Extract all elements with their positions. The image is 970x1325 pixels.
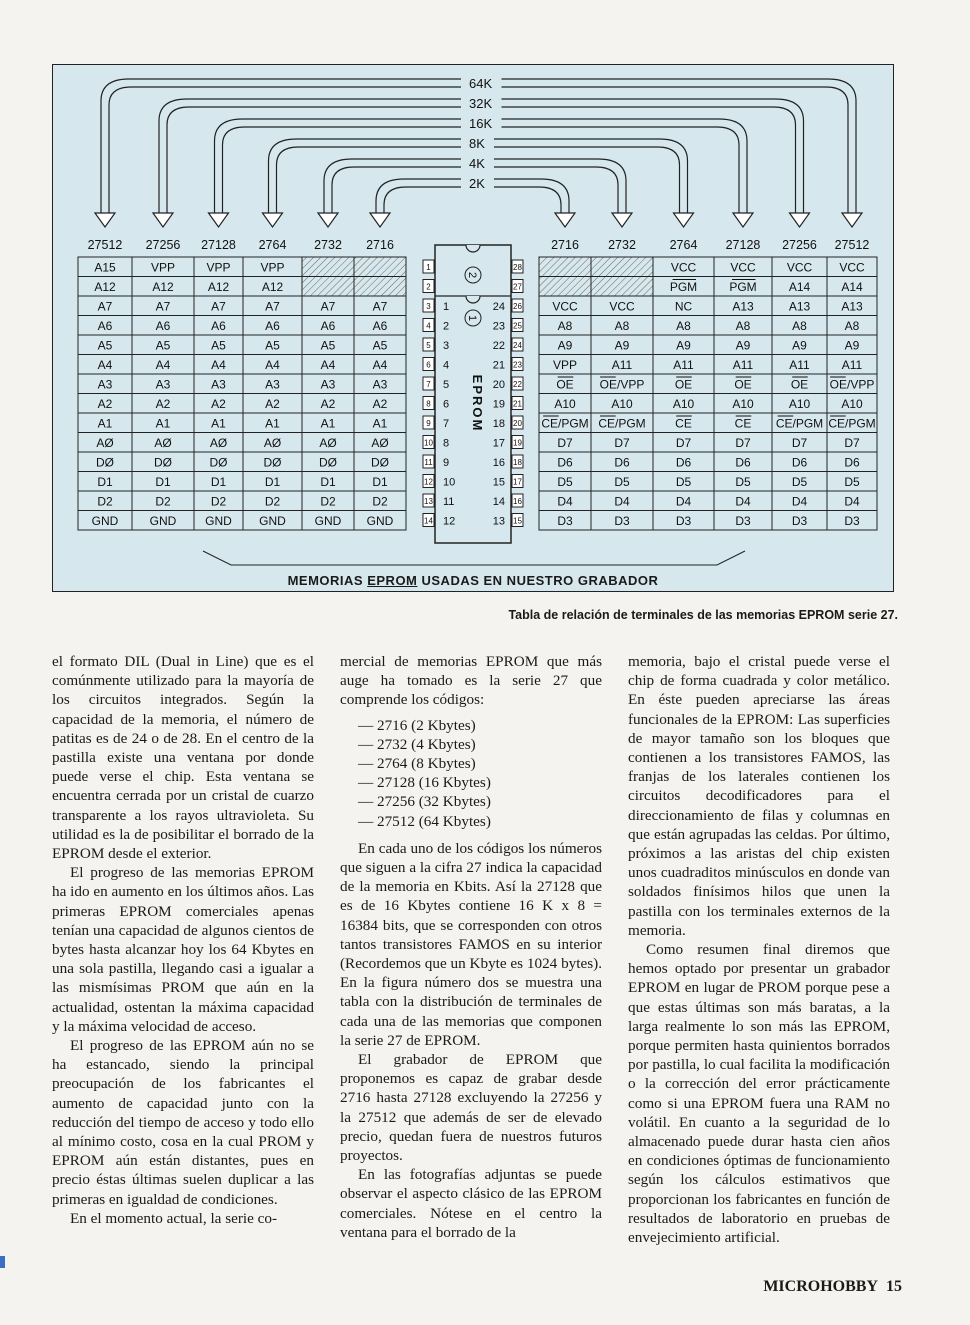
right-table-cell-label: A10: [611, 396, 633, 411]
right-header-2716: 2716: [551, 238, 579, 252]
list-item: — 2764 (8 Kbytes): [358, 755, 476, 773]
left-table-cell-label: A4: [265, 357, 280, 372]
right-table-cell-label: VCC: [609, 299, 635, 314]
left-arrow-4K: [318, 213, 338, 227]
left-pin-number: 5: [426, 341, 431, 350]
chip-label: EPROM: [470, 374, 485, 433]
right-table-cell-label: A11: [611, 357, 633, 372]
capacity-label-64K: 64K: [469, 76, 493, 91]
right-table-cell-label: OE: [556, 377, 574, 392]
right-table-cell-label: D7: [791, 435, 808, 450]
left-header-2716: 2716: [366, 238, 394, 252]
right-table-cell: [539, 257, 591, 277]
left-pin-number: 7: [426, 380, 431, 389]
left-bracket-2K: [376, 179, 461, 213]
left-table-cell-label: A5: [265, 338, 280, 353]
left-table-cell-label: A1: [155, 416, 171, 431]
inner-right-pin: 20: [492, 379, 505, 391]
capacity-label-8K: 8K: [469, 136, 485, 151]
right-table-cell-label: D7: [735, 435, 751, 450]
left-header-27128: 27128: [201, 238, 236, 252]
left-table-cell-label: DØ: [96, 455, 114, 470]
left-table-cell-label: A15: [94, 260, 116, 275]
right-table-cell-label: A9: [735, 338, 751, 353]
right-bracket-16K: [502, 119, 748, 213]
left-pin-number: 8: [426, 399, 431, 409]
left-table-cell-label: A1: [265, 416, 280, 431]
page-number: 15: [886, 1278, 902, 1295]
pinout-svg: [53, 65, 895, 593]
left-table-cell-label: A4: [155, 357, 171, 372]
right-table-cell-label: A9: [557, 338, 573, 353]
left-table-cell-label: A2: [320, 396, 336, 411]
marker-1: 1: [466, 314, 478, 322]
left-table-cell-label: A6: [211, 318, 226, 333]
left-table-cell-label: GND: [91, 513, 119, 528]
left-table-cell-label: AØ: [96, 435, 114, 450]
right-table-cell-label: D5: [791, 474, 808, 489]
list-item: — 27128 (16 Kbytes): [358, 774, 491, 792]
left-table-cell-label: DØ: [209, 455, 228, 470]
left-table-cell: [354, 277, 406, 297]
right-table-cell-label: A8: [735, 318, 751, 333]
paragraph: En las fotografías adjuntas se puede observar el aspecto clásico de las EPROM comerciales. Nótese en el centro la ventana para el borrado de la: [340, 1166, 602, 1241]
right-table-cell-label: D5: [675, 474, 692, 489]
right-table-cell-label: CE/PGM: [541, 416, 589, 431]
right-pin-number: 20: [513, 419, 522, 428]
eprom-code-list: [358, 716, 602, 831]
right-pin-number: 23: [513, 360, 522, 370]
left-pin-number: 9: [426, 419, 431, 428]
inner-left-pin: 4: [443, 359, 450, 372]
left-table-cell: [354, 257, 406, 277]
right-table-cell-label: D3: [791, 513, 808, 528]
left-table-cell-label: D2: [264, 494, 281, 509]
inner-left-pin: 10: [443, 476, 456, 489]
caption-pre: MEMORIAS: [287, 573, 368, 588]
right-header-27128: 27128: [725, 238, 761, 252]
left-table-cell-label: A7: [155, 299, 171, 314]
left-table-cell-label: A2: [372, 396, 388, 411]
right-header-2764: 2764: [669, 238, 698, 252]
left-arrow-16K: [209, 213, 229, 227]
right-table-cell-label: VPP: [552, 357, 578, 372]
right-table-cell-label: A11: [789, 357, 810, 372]
left-table-cell-label: DØ: [371, 455, 389, 470]
left-table-cell-label: A2: [211, 396, 226, 411]
right-table-cell-label: CE/PGM: [775, 416, 824, 431]
left-table-cell-label: A6: [155, 318, 171, 333]
list-item: — 27512 (64 Kbytes): [358, 812, 491, 830]
right-arrow-64K: [842, 213, 862, 227]
inner-left-pin: 2: [443, 320, 450, 333]
right-arrow-2K: [555, 213, 575, 227]
right-table-cell-label: D6: [844, 455, 860, 470]
right-table-cell-label: D7: [557, 435, 573, 450]
left-table-cell-label: A4: [97, 357, 113, 372]
left-header-27512: 27512: [87, 238, 123, 252]
left-table-cell-label: A5: [320, 338, 336, 353]
right-pin-number: 22: [513, 380, 522, 389]
left-table-cell-label: A1: [372, 416, 388, 431]
left-arrow-2K: [370, 213, 390, 227]
right-table-cell-label: D3: [675, 513, 692, 528]
right-table-cell-label: D4: [557, 494, 573, 509]
right-table-cell-label: D7: [614, 435, 630, 450]
left-arrow-32K: [153, 213, 173, 227]
caption-post: USADAS EN NUESTRO GRABADOR: [417, 573, 659, 588]
right-table-cell-label: A8: [792, 318, 807, 333]
left-table-cell-label: D1: [97, 474, 113, 489]
left-bracket-4K: [324, 159, 461, 213]
inner-left-pin: 8: [443, 437, 450, 450]
left-table-cell-label: A3: [265, 377, 280, 392]
inner-right-pin: 19: [492, 398, 505, 411]
right-pin-number: 17: [513, 477, 522, 487]
left-bracket-32K: [159, 99, 461, 213]
inner-left-pin: 3: [443, 340, 450, 352]
left-pin-number: 14: [424, 516, 433, 526]
right-table-cell-label: CE: [734, 416, 752, 431]
left-table-cell-label: GND: [366, 513, 394, 528]
left-pin-number: 11: [424, 458, 433, 467]
inner-left-pin: 12: [443, 515, 456, 528]
capacity-label-16K: 16K: [469, 116, 493, 131]
left-table-cell-label: A5: [97, 338, 113, 353]
right-table-cell-label: VCC: [839, 260, 865, 275]
right-arrow-32K: [790, 213, 810, 227]
left-table-cell-label: A12: [207, 279, 230, 294]
right-table-cell-label: A10: [788, 396, 811, 411]
paragraph: En el momento actual, la serie co-: [70, 1209, 278, 1227]
right-pin-number: 18: [513, 458, 522, 467]
left-table-cell: [302, 257, 354, 277]
right-table-cell-label: NC: [674, 299, 693, 314]
right-table-cell-label: D3: [557, 513, 573, 528]
left-table-cell-label: A3: [211, 377, 226, 392]
paragraph: memoria, bajo el cristal puede verse el chip de forma cuadrada y color metálico. En éste pueden apreciarse las áreas funcionales de la EPROM: Las superficies de mayor tamaño son los bloques que contienen a los transistores FAMOS, las franjas de los laterales contienen los circuitos decodificadores para el direccionamiento de filas y columnas en que están agrupadas las celdas. Por último, próximos a las aristas del chip existen unos cuadraditos minúsculos en donde van soldados finísimos hilos que unen la pastilla con los terminales externos de la memoria.: [628, 653, 890, 939]
right-bracket-4K: [494, 159, 626, 213]
left-table-cell-label: A7: [372, 299, 388, 314]
paragraph: El grabador de EPROM que proponemos es capaz de grabar desde 2716 hasta 27128 excluyendo la 27256 y la 27512 que además de ser de elevado precio, quedan fuera de nuestros futuros proyectos.: [340, 1051, 602, 1165]
right-table-cell-label: D6: [614, 455, 630, 470]
right-table-cell-label: D3: [844, 513, 860, 528]
left-table-cell-label: A4: [211, 357, 226, 372]
right-table-cell-label: OE: [790, 377, 809, 392]
margin-mark: [0, 1256, 5, 1268]
right-table-cell-label: VCC: [786, 260, 813, 275]
left-pin-number: 12: [424, 477, 433, 487]
right-table-cell-label: A10: [732, 396, 754, 411]
right-table-cell-label: D4: [614, 494, 630, 509]
right-bracket-2K: [494, 179, 569, 213]
right-pin-number: 25: [513, 321, 522, 331]
right-arrow-4K: [612, 213, 632, 227]
right-table-cell-label: PGM: [729, 279, 757, 294]
inner-right-pin: 21: [492, 359, 505, 372]
left-bracket-16K: [215, 119, 462, 213]
left-table-cell-label: A7: [320, 299, 336, 314]
left-table-cell-label: DØ: [154, 455, 172, 470]
right-table-cell-label: VCC: [552, 299, 578, 314]
right-header-2732: 2732: [608, 238, 636, 252]
left-pin-number: 6: [426, 360, 431, 370]
right-table-cell-label: D4: [675, 494, 692, 509]
left-table-cell-label: D1: [372, 474, 388, 489]
right-table-cell-label: CE/PGM: [598, 416, 646, 431]
left-table-cell-label: A6: [97, 318, 113, 333]
magazine-name: MICROHOBBY: [763, 1278, 878, 1295]
right-table-cell-label: A10: [554, 396, 576, 411]
left-table-cell-label: GND: [205, 513, 232, 528]
right-table-cell-label: A11: [732, 357, 754, 372]
paragraph: Como resumen final diremos que hemos optado por presentar un grabador EPROM en lugar de PROM porque pese a que estas últimas son más baratas, a la larga realmente lo son más las EPROM, porque permiten hasta quinientos borrados por pastilla, lo cual facilita la modificación o la corrección del error prácticamente como si una EPROM fuera una RAM no volátil. En cuanto a la seguridad de lo almacenado puede durar hasta cien años en condiciones óptimas de funcionamiento según los cálculos estimativos que proporcionan los fabricantes en función de resultados de laboratorio en pruebas de envejecimiento artificial.: [628, 941, 890, 1247]
left-arrow-8K: [263, 213, 283, 227]
left-table-cell-label: A2: [265, 396, 280, 411]
left-pin-number: 4: [426, 321, 431, 331]
right-table-cell-label: D6: [735, 455, 751, 470]
right-table-cell-label: A9: [676, 338, 691, 353]
right-arrow-16K: [733, 213, 753, 227]
left-table-cell-label: AØ: [263, 435, 282, 450]
left-table-cell-label: A3: [155, 377, 171, 392]
left-table-cell-label: A3: [320, 377, 336, 392]
left-pin-number: 13: [424, 497, 433, 506]
right-pin-number: 16: [513, 497, 522, 506]
right-header-27256: 27256: [782, 238, 817, 252]
left-table-cell-label: A6: [372, 318, 388, 333]
inner-right-pin: 16: [492, 457, 505, 469]
right-bracket-32K: [502, 99, 804, 213]
left-table-cell-label: A7: [211, 299, 226, 314]
right-table-cell-label: A8: [614, 318, 630, 333]
right-table-cell-label: A8: [844, 318, 860, 333]
left-table-cell-label: GND: [149, 513, 177, 528]
right-table-cell-label: A13: [841, 299, 863, 314]
bottom-brace: [203, 551, 745, 565]
right-table-cell-label: CE/PGM: [828, 416, 876, 431]
right-pin-number: 28: [513, 263, 522, 272]
left-table-cell-label: DØ: [263, 455, 282, 470]
right-table-cell-label: D5: [557, 474, 573, 489]
left-table-cell-label: D1: [155, 474, 171, 489]
list-item: — 27256 (32 Kbytes): [358, 793, 491, 811]
right-table-cell-label: A9: [614, 338, 630, 353]
left-table-cell-label: A1: [97, 416, 113, 431]
paragraph: El progreso de las EPROM aún no se ha estancado, siendo la principal preocupación de los fabricantes el aumento de capacidad junto con la reducción del tiempo de acceso y todo ello al mínimo costo, cosa en la cual PROM y EPROM aún están distantes, pues en precio éstas últimas suelen duplicar a las primeras en igualdad de condiciones.: [52, 1037, 314, 1208]
right-arrow-8K: [674, 213, 694, 227]
inner-right-pin: 14: [492, 496, 505, 508]
left-table-cell-label: D2: [320, 494, 336, 509]
right-pin-number: 15: [513, 516, 522, 526]
figure-subcaption: Tabla de relación de terminales de las memorias EPROM serie 27.: [508, 608, 898, 622]
diagram-caption: [53, 573, 893, 588]
right-table-cell-label: VCC: [730, 260, 756, 275]
left-table-cell-label: D1: [320, 474, 336, 489]
left-table-cell-label: A1: [211, 416, 226, 431]
left-table-cell-label: A6: [265, 318, 280, 333]
text-column-3: [628, 652, 890, 1247]
right-pin-number: 26: [513, 302, 522, 311]
right-table-cell-label: D5: [614, 474, 630, 489]
left-table-cell-label: VPP: [206, 260, 231, 275]
left-table-cell-label: A5: [155, 338, 171, 353]
right-table-cell: [591, 257, 653, 277]
left-header-27256: 27256: [145, 238, 181, 252]
left-table-cell-label: A7: [97, 299, 113, 314]
capacity-label-32K: 32K: [469, 96, 493, 111]
page-footer: [763, 1278, 902, 1296]
left-table-cell: [302, 277, 354, 297]
left-table-cell-label: A5: [372, 338, 388, 353]
right-table-cell-label: D6: [557, 455, 573, 470]
right-pin-number: 24: [513, 341, 522, 350]
right-table-cell-label: OE: [674, 377, 693, 392]
inner-left-pin: 11: [443, 496, 455, 508]
right-pin-number: 27: [513, 282, 522, 292]
right-table-cell-label: D5: [735, 474, 751, 489]
right-table-cell-label: A8: [676, 318, 691, 333]
left-table-cell-label: A12: [261, 279, 284, 294]
right-bracket-8K: [494, 139, 688, 213]
left-table-cell-label: A4: [372, 357, 388, 372]
right-table-cell-label: A13: [788, 299, 811, 314]
inner-right-pin: 18: [492, 418, 505, 430]
inner-left-pin: 1: [443, 301, 450, 313]
right-table-cell: [591, 277, 653, 297]
left-header-2764: 2764: [258, 238, 287, 252]
left-table-cell-label: VPP: [260, 260, 285, 275]
left-table-cell-label: A2: [97, 396, 113, 411]
left-bracket-8K: [269, 139, 462, 213]
inner-right-pin: 13: [492, 515, 505, 528]
right-table-cell-label: A9: [844, 338, 860, 353]
right-table-cell: [539, 277, 591, 297]
left-table-cell-label: A4: [320, 357, 336, 372]
left-table-cell-label: AØ: [154, 435, 172, 450]
inner-right-pin: 24: [492, 301, 505, 313]
left-table-cell-label: D2: [155, 494, 171, 509]
left-table-cell-label: GND: [259, 513, 286, 528]
inner-right-pin: 15: [492, 476, 505, 489]
left-table-cell-label: A12: [94, 279, 116, 294]
right-table-cell-label: D7: [675, 435, 692, 450]
right-table-cell-label: D4: [791, 494, 808, 509]
right-table-cell-label: D6: [675, 455, 692, 470]
right-table-cell-label: D3: [735, 513, 751, 528]
inner-left-pin: 6: [443, 398, 450, 411]
left-pin-number: 1: [426, 263, 431, 272]
right-table-cell-label: D3: [614, 513, 630, 528]
right-table-cell-label: OE/VPP: [829, 377, 875, 392]
left-table-cell-label: D1: [264, 474, 281, 489]
eprom-pinout-diagram: [52, 64, 894, 592]
right-table-cell-label: CE: [675, 416, 692, 431]
text-column-1: [52, 652, 314, 1228]
left-table-cell-label: D2: [372, 494, 388, 509]
paragraph: El progreso de las memorias EPROM ha ido en aumento en los últimos años. Las primeras EPROM comerciales apenas tenían una capacidad de algunos cientos de bytes hasta alcanzar hoy los 64 Kbytes en una sola pastilla, llegando casi a igualar a las mismísimas PROM que aún en la actualidad, ostentan la máxima capacidad y la máxima velocidad de acceso.: [52, 864, 314, 1035]
left-table-cell-label: D2: [210, 494, 227, 509]
left-table-cell-label: A6: [320, 318, 336, 333]
left-table-cell-label: AØ: [209, 435, 228, 450]
caption-underlined: EPROM: [367, 573, 418, 588]
left-table-cell-label: AØ: [319, 435, 337, 450]
left-header-2732: 2732: [314, 238, 342, 252]
right-table-cell-label: A13: [732, 299, 754, 314]
right-table-cell-label: OE/VPP: [599, 377, 645, 392]
capacity-label-4K: 4K: [469, 156, 485, 171]
left-table-cell-label: VPP: [150, 260, 176, 275]
right-table-cell-label: VCC: [670, 260, 697, 275]
right-table-cell-label: D6: [791, 455, 808, 470]
inner-left-pin: 7: [443, 418, 450, 430]
right-table-cell-label: D4: [735, 494, 751, 509]
right-table-cell-label: D7: [844, 435, 860, 450]
left-table-cell-label: A7: [265, 299, 280, 314]
left-table-cell-label: A2: [155, 396, 171, 411]
capacity-label-2K: 2K: [469, 176, 485, 191]
left-table-cell-label: D2: [97, 494, 113, 509]
paragraph: mercial de memorias EPROM que más auge ha tomado es la serie 27 que comprende los códigos:: [340, 653, 602, 709]
left-table-cell-label: GND: [314, 513, 342, 528]
list-item: — 2716 (2 Kbytes): [358, 716, 476, 734]
left-pin-number: 10: [424, 438, 433, 448]
right-table-cell-label: A10: [672, 396, 695, 411]
list-item: — 2732 (4 Kbytes): [358, 735, 476, 753]
right-table-cell-label: A14: [788, 279, 811, 294]
left-table-cell-label: A1: [320, 416, 336, 431]
left-pin-number: 2: [426, 282, 431, 292]
inner-left-pin: 9: [443, 457, 450, 469]
inner-right-pin: 23: [492, 320, 505, 333]
left-table-cell-label: A3: [372, 377, 388, 392]
right-table-cell-label: A10: [841, 396, 863, 411]
right-header-27512: 27512: [834, 238, 870, 252]
left-arrow-64K: [95, 213, 115, 227]
right-table-cell-label: A11: [841, 357, 863, 372]
marker-2: 2: [466, 271, 478, 279]
left-table-cell-label: D1: [210, 474, 227, 489]
paragraph: el formato DIL (Dual in Line) que es el comúnmente utilizado para la mayoría de los circuitos integrados. Según la capacidad de la memoria, el número de patitas es de 24 o de 28. En el centro de la pastilla existe una ventana por donde puede verse el chip. Esta ventana se encuentra cerrada por un cristal de cuarzo transparente a los rayos ultravioleta. Su utilidad es la de posibilitar el borrado de la EPROM desde el exterior.: [52, 653, 314, 863]
left-table-cell-label: A3: [97, 377, 113, 392]
right-table-cell-label: A14: [841, 279, 863, 294]
right-table-cell-label: PGM: [669, 279, 698, 294]
left-table-cell-label: A5: [211, 338, 226, 353]
right-table-cell-label: A11: [673, 357, 694, 372]
left-pin-number: 3: [426, 302, 431, 311]
inner-left-pin: 5: [443, 379, 450, 391]
left-table-cell-label: AØ: [371, 435, 389, 450]
left-table-cell-label: A12: [152, 279, 174, 294]
paragraph: En cada uno de los códigos los números que siguen a la cifra 27 indica la capacidad de la memoria en Kbits. Así la 27128 que es de 16 Kbytes contiene 16 K x 8 = 16384 bits, que se corresponden con otros tantos transistores FAMOS en su interior (Recordemos que un Kbyte es 1024 bytes). En la figura número dos se muestra una tabla con la distribución de terminales de cada una de las memorias que componen la serie 27 de EPROM.: [340, 839, 602, 1049]
right-table-cell-label: OE: [734, 377, 752, 392]
right-table-cell-label: A9: [792, 338, 807, 353]
text-column-2: [340, 652, 602, 1242]
right-table-cell-label: D5: [844, 474, 860, 489]
inner-right-pin: 22: [492, 340, 505, 352]
right-pin-number: 21: [513, 399, 522, 409]
inner-right-pin: 17: [492, 437, 505, 450]
right-table-cell-label: A8: [557, 318, 573, 333]
left-table-cell-label: DØ: [319, 455, 337, 470]
right-table-cell-label: D4: [844, 494, 860, 509]
right-pin-number: 19: [513, 438, 522, 448]
